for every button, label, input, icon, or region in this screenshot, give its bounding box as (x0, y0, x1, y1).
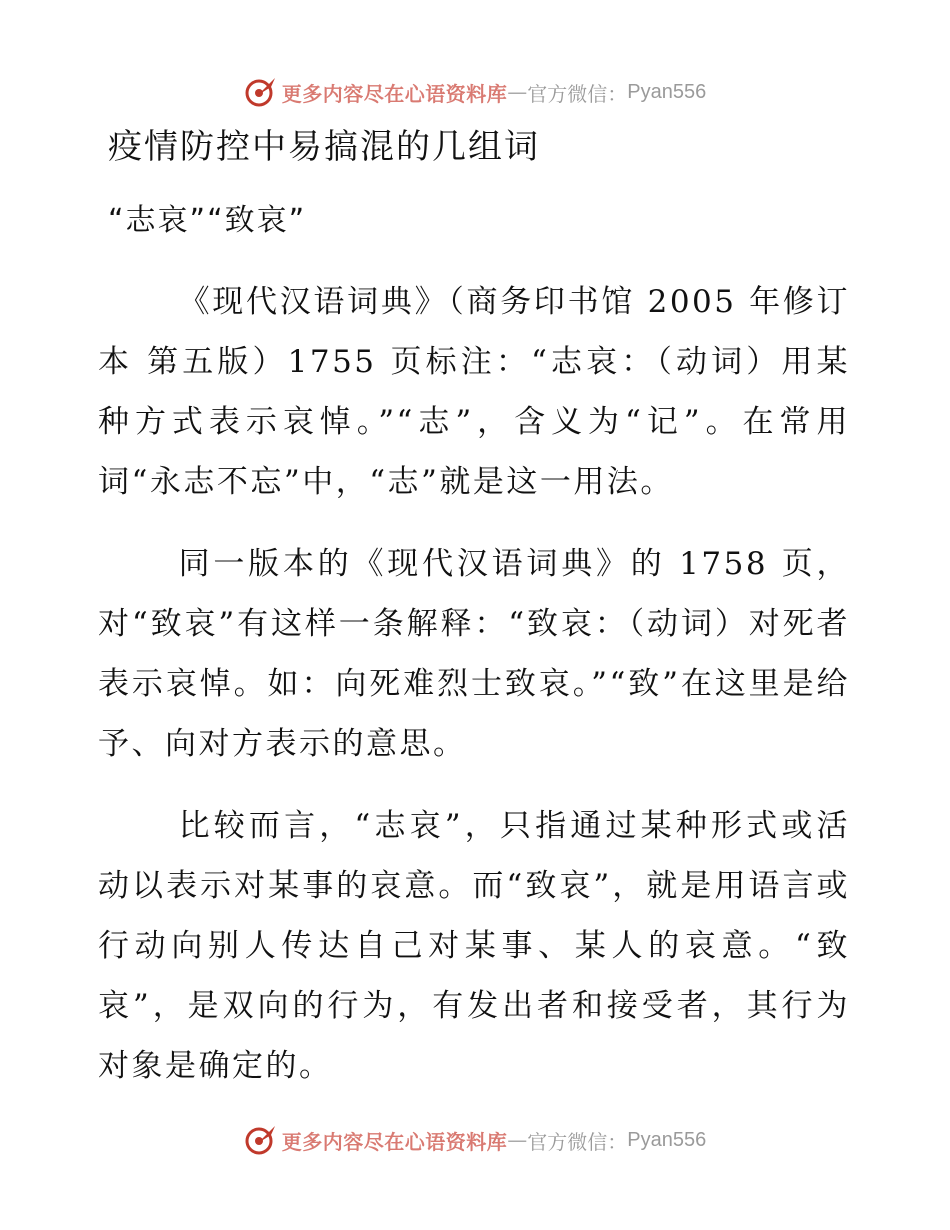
paragraph: 《现代汉语词典》（商务印书馆 2005 年修订本 第五版）1755 页标注：“志哀：（动词）用某种方式表示哀悼。”“志”，含义为“记”。在常用词“永志不忘”中，“志”就是这一用法。 (98, 284, 850, 500)
watermark-official-label: 官方微信： (527, 1129, 628, 1154)
watermark-separator: — (507, 1128, 528, 1152)
paragraph: 同一版本的《现代汉语词典》的 1758 页，对“致哀”有这样一条解释：“致哀：（动词）对死者表示哀悼。如：向死难烈士致哀。”“致”在这里是给予、向对方表示的意思。 (98, 546, 850, 762)
watermark-official-label: 官方微信： (527, 81, 628, 106)
document-body (98, 272, 850, 1118)
watermark-brand: 更多内容尽在心语资料库 (281, 81, 508, 106)
watermark-wechat-id: Pyan556 (627, 80, 707, 103)
document-title: 疫情防控中易搞混的几组词 (108, 127, 540, 167)
watermark-brand: 更多内容尽在心语资料库 (281, 1129, 508, 1154)
feather-pen-logo-icon (244, 75, 278, 109)
paragraph: 比较而言，“志哀”，只指通过某种形式或活动以表示对某事的哀意。而“致哀”，就是用语言或行动向别人传达自己对某事、某人的哀意。“致哀”，是双向的行为，有发出者和接受者，其行为对象是确定的。 (98, 808, 850, 1084)
watermark-separator: — (507, 80, 528, 104)
footer-watermark (0, 1120, 950, 1160)
document-subtitle: “志哀”“致哀” (108, 203, 307, 238)
feather-pen-logo-icon (244, 1123, 278, 1157)
header-watermark (0, 72, 950, 112)
watermark-wechat-id: Pyan556 (627, 1128, 707, 1151)
